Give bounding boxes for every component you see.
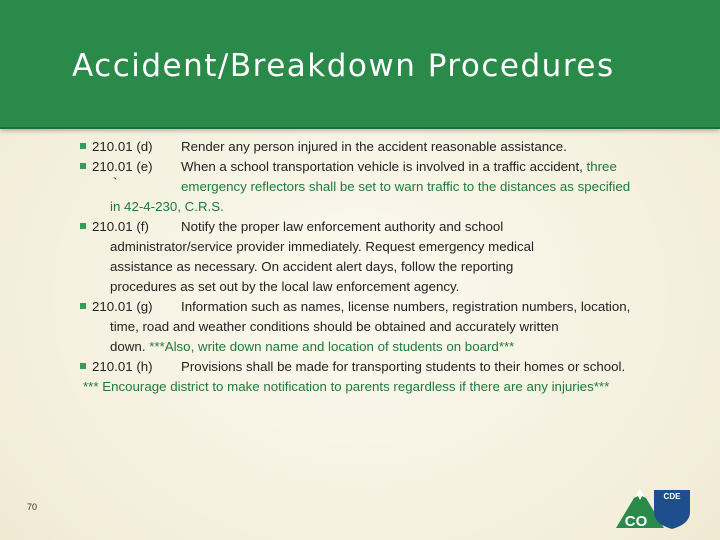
list-item-g bbox=[80, 297, 690, 357]
rule-text-highlight: emergency reflectors shall be set to warn traffic to the distances as specified bbox=[181, 179, 631, 194]
rule-text: administrator/service provider immediately. Request emergency medical bbox=[110, 239, 534, 254]
list-item-h bbox=[80, 357, 690, 397]
logo-top-text: CDE bbox=[663, 492, 681, 501]
rule-code: 210.01 (h) bbox=[92, 359, 153, 374]
encourage-note: *** Encourage district to make notification to parents regardless if there are any injuries*** bbox=[83, 379, 610, 394]
bullet-icon bbox=[80, 143, 86, 149]
bullet-icon bbox=[80, 303, 86, 309]
rule-text: When a school transportation vehicle is involved in a traffic accident, three bbox=[181, 159, 617, 174]
rule-text: procedures as set out by the local law enforcement agency. bbox=[110, 279, 460, 294]
bullet-icon bbox=[80, 163, 86, 169]
list-item-f bbox=[80, 217, 690, 297]
rule-text: down. ***Also, write down name and location of students on board*** bbox=[110, 339, 515, 354]
list-item-d bbox=[80, 137, 690, 157]
rule-code: 210.01 (f) bbox=[92, 219, 149, 234]
procedure-list bbox=[80, 137, 690, 397]
rule-text: assistance as necessary. On accident alert days, follow the reporting bbox=[110, 259, 514, 274]
slide-title: Accident/Breakdown Procedures bbox=[72, 48, 615, 84]
rule-code: 210.01 (e) bbox=[92, 159, 153, 174]
rule-text-highlight: in 42-4-230, C.R.S. bbox=[110, 199, 224, 214]
rule-code: 210.01 (g) bbox=[92, 299, 153, 314]
rule-text: Notify the proper law enforcement authority and school bbox=[181, 219, 504, 234]
list-item-e bbox=[80, 157, 690, 217]
bullet-icon bbox=[80, 223, 86, 229]
stray-tick-mark: ` bbox=[113, 175, 118, 190]
rule-text: Information such as names, license numbers, registration numbers, location, bbox=[181, 299, 631, 314]
page-number: 70 bbox=[27, 502, 38, 512]
title-banner bbox=[0, 0, 720, 129]
rule-text: Provisions shall be made for transporting students to their homes or school. bbox=[181, 359, 626, 374]
cde-colorado-logo bbox=[614, 484, 694, 530]
bullet-icon bbox=[80, 363, 86, 369]
rule-text: Render any person injured in the accident reasonable assistance. bbox=[181, 139, 567, 154]
logo-bottom-text: CO bbox=[624, 513, 648, 530]
rule-text: time, road and weather conditions should be obtained and accurately written bbox=[110, 319, 559, 334]
rule-code: 210.01 (d) bbox=[92, 139, 153, 154]
